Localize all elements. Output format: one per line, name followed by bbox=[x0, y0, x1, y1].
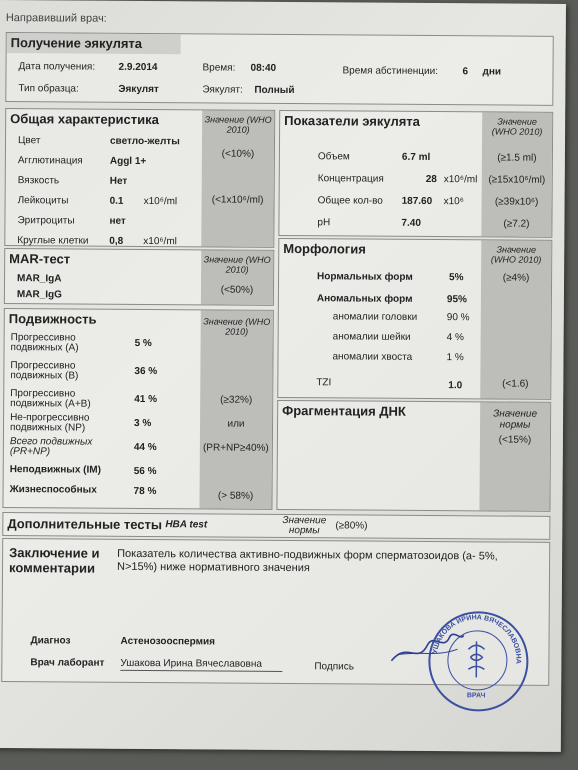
abnormal-forms-value: 95% bbox=[446, 294, 467, 306]
conclusion-title: Заключение и комментарии bbox=[8, 545, 100, 576]
dna-section bbox=[276, 400, 551, 512]
motility-row-label: Не-прогрессивно подвижных (NP) bbox=[9, 412, 90, 434]
sample-type-value: Эякулят bbox=[118, 83, 159, 96]
indicator-row-value: 187.60 bbox=[401, 195, 433, 208]
general-row-label: Лейкоциты bbox=[17, 195, 69, 207]
general-row-label: Цвет bbox=[17, 135, 41, 147]
indicator-row-norm: (≥15x10⁶/ml) bbox=[488, 174, 546, 186]
motility-row-value: 41 % bbox=[134, 393, 158, 406]
general-row-unit: x10⁶/ml bbox=[143, 196, 178, 208]
referring-doctor-label: Направивший врач: bbox=[5, 12, 107, 25]
diagnosis-label: Диагноз bbox=[30, 635, 71, 647]
indicator-row-norm: (≥7.2) bbox=[503, 218, 530, 230]
general-norm-header: Значение (WHO 2010) bbox=[204, 114, 272, 135]
dna-title: Фрагментация ДНК bbox=[282, 402, 406, 419]
general-row-value: нет bbox=[109, 215, 126, 227]
extra-title: Дополнительные тесты bbox=[7, 516, 163, 533]
signature-label: Подпись bbox=[314, 661, 354, 673]
morphology-section bbox=[277, 238, 552, 400]
collection-section bbox=[5, 32, 553, 106]
motility-row-label: Прогрессивно подвижных (B) bbox=[10, 360, 79, 382]
general-row-norm: (<1x10⁶/ml) bbox=[211, 194, 264, 206]
motility-row-norm: (PR+NP≥40%) bbox=[202, 442, 269, 454]
motility-row-value: 78 % bbox=[133, 485, 157, 498]
abstinence-label: Время абстиненции: bbox=[342, 65, 439, 78]
sample-type-label: Тип образца: bbox=[18, 83, 79, 95]
mar-norm: (<50%) bbox=[220, 284, 254, 296]
normal-forms-norm: (≥4%) bbox=[502, 272, 530, 284]
indicator-row-norm: (≥1.5 ml) bbox=[497, 152, 537, 164]
dna-norm: (<15%) bbox=[498, 434, 532, 446]
neck-anomaly-value: 4 % bbox=[446, 332, 464, 344]
indicator-row-label: pH bbox=[317, 217, 331, 229]
ejaculate-label: Эякулят: bbox=[202, 84, 243, 96]
date-label: Дата получения: bbox=[18, 61, 96, 73]
neck-anomaly-label: аномалии шейки bbox=[332, 331, 411, 343]
hba-test: HBA test bbox=[165, 519, 208, 531]
general-row-label: Вязкость bbox=[17, 175, 60, 187]
indicators-title: Показатели эякулята bbox=[284, 112, 420, 129]
signature-icon bbox=[387, 621, 467, 670]
tail-anomaly-label: аномалии хвоста bbox=[332, 351, 413, 363]
general-title: Общая характеристика bbox=[10, 111, 159, 128]
indicators-norm-header: Значение (WHO 2010) bbox=[491, 116, 543, 137]
motility-title: Подвижность bbox=[8, 311, 97, 327]
indicators-section bbox=[278, 110, 553, 238]
abstinence-value: 6 bbox=[462, 66, 469, 78]
abstinence-unit: дни bbox=[482, 66, 502, 78]
motility-norm-header: Значение (WHO 2010) bbox=[203, 316, 271, 337]
time-value: 08:40 bbox=[250, 62, 277, 74]
general-row-unit: x10⁶/ml bbox=[143, 236, 177, 248]
general-row-value: Нет bbox=[109, 175, 128, 187]
tzi-label: TZI bbox=[316, 377, 332, 389]
motility-row-norm: (≥32%) bbox=[220, 394, 253, 406]
motility-row-label: Жизнеспособных bbox=[9, 484, 97, 496]
general-row-value: светло-желты bbox=[109, 135, 180, 148]
head-anomaly-label: аномалии головки bbox=[332, 311, 418, 323]
morphology-norm-header: Значение (WHO 2010) bbox=[490, 244, 542, 265]
abnormal-forms-label: Аномальных форм bbox=[316, 293, 413, 305]
tzi-value: 1.0 bbox=[448, 380, 463, 392]
mar-title: MAR-тест bbox=[9, 251, 71, 267]
mar-section bbox=[4, 248, 274, 306]
time-label: Время: bbox=[202, 62, 236, 74]
dna-norm-header: Значение нормы bbox=[493, 408, 538, 431]
diagnosis-value: Астенозооспермия bbox=[120, 635, 216, 648]
svg-text:ВРАЧ: ВРАЧ bbox=[466, 692, 486, 700]
extra-norm-header: Значение нормы bbox=[282, 514, 327, 537]
indicator-row-label: Объем bbox=[317, 151, 350, 163]
extra-norm: (≥80%) bbox=[335, 520, 368, 532]
motility-row-label: Всего подвижных (PR+NP) bbox=[9, 436, 93, 458]
motility-section bbox=[2, 308, 273, 510]
indicator-row-value: 28 bbox=[425, 173, 437, 186]
general-row-value: 0,8 bbox=[109, 235, 124, 247]
normal-forms-label: Нормальных форм bbox=[317, 271, 413, 283]
motility-row-value: 56 % bbox=[133, 465, 157, 478]
motility-row-norm: (> 58%) bbox=[217, 490, 254, 502]
normal-forms-value: 5% bbox=[449, 272, 464, 284]
indicator-row-label: Общее кол-во bbox=[317, 195, 383, 207]
general-row-label: Круглые клетки bbox=[17, 235, 89, 247]
general-row-label: Эритроциты bbox=[17, 215, 75, 227]
general-row-label: Агглютинация bbox=[17, 155, 83, 167]
mar-norm-header: Значение (WHO 2010) bbox=[203, 254, 271, 275]
motility-row-label: Прогрессивно подвижных (A+B) bbox=[10, 388, 91, 410]
tzi-norm: (<1.6) bbox=[502, 378, 529, 390]
svg-text:УШАКОВА ИРИНА ВЯЧЕСЛАВОВНА: УШАКОВА ИРИНА ВЯЧЕСЛАВОВНА bbox=[431, 614, 522, 665]
mar-iga: MAR_IgA bbox=[17, 273, 62, 285]
date-value: 2.9.2014 bbox=[118, 61, 158, 74]
general-row-norm: (<10%) bbox=[221, 148, 255, 160]
indicator-row-unit: x10⁶ bbox=[443, 196, 464, 208]
motility-row-label: Прогрессивно подвижных (A) bbox=[10, 332, 79, 354]
general-row-value: 0.1 bbox=[109, 195, 124, 207]
indicator-row-unit: x10⁶/ml bbox=[443, 174, 478, 186]
indicator-row-value: 6.7 ml bbox=[401, 151, 431, 164]
motility-row-value: 44 % bbox=[133, 441, 157, 454]
extra-section bbox=[2, 512, 550, 540]
motility-row-value: 5 % bbox=[134, 337, 152, 350]
caduceus-icon bbox=[468, 641, 484, 677]
tail-anomaly-value: 1 % bbox=[446, 352, 464, 364]
indicator-row-label: Концентрация bbox=[317, 173, 384, 185]
mar-igg: MAR_IgG bbox=[16, 289, 62, 301]
general-section bbox=[4, 108, 275, 248]
motility-row-label: Неподвижных (IM) bbox=[9, 464, 101, 476]
motility-row-value: 3 % bbox=[134, 417, 152, 430]
ejaculate-value: Полный bbox=[254, 84, 295, 97]
doctor-name: Ушакова Ирина Вячеславовна bbox=[120, 658, 282, 672]
indicator-row-norm: (≥39x10⁶) bbox=[494, 196, 539, 208]
morphology-title: Морфология bbox=[283, 240, 366, 257]
conclusion-text: Показатель количества активно-подвижных форм сперматозоидов (a- 5%, N>15%) ниже нормативного значения bbox=[117, 547, 498, 575]
motility-row-value: 36 % bbox=[134, 365, 158, 378]
doctor-label: Врач лаборант bbox=[30, 657, 105, 669]
head-anomaly-value: 90 % bbox=[446, 312, 470, 324]
collection-title: Получение эякулята bbox=[7, 33, 181, 54]
motility-row-norm: или bbox=[227, 418, 245, 430]
indicator-row-value: 7.40 bbox=[401, 217, 421, 229]
general-row-value: Aggl 1+ bbox=[109, 155, 147, 168]
